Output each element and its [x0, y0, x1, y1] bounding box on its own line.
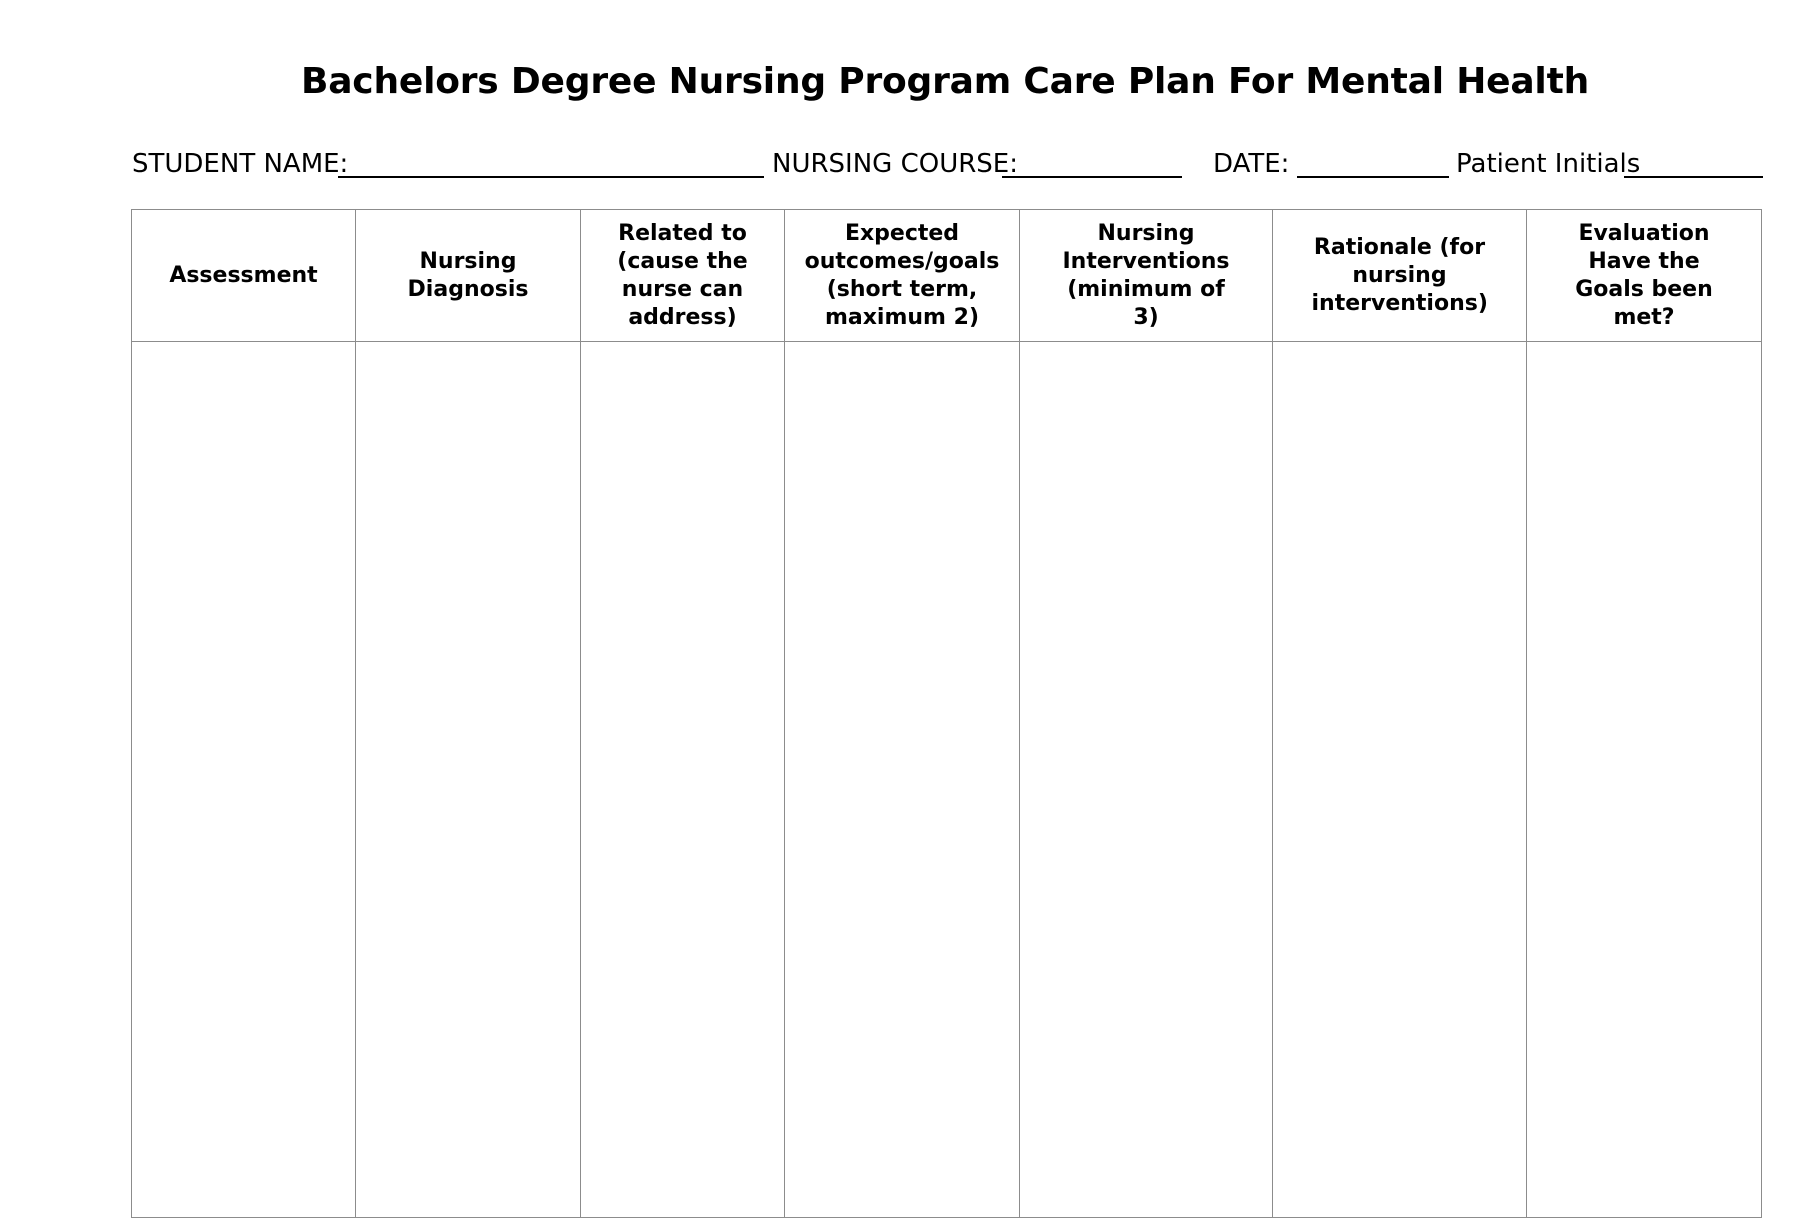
header-rationale: Rationale (for nursing interventions) [1273, 210, 1527, 342]
student-info-line [132, 147, 1762, 181]
page-title: Bachelors Degree Nursing Program Care Plan For Mental Health [300, 61, 1590, 102]
student-name-label: STUDENT NAME: [132, 149, 349, 179]
header-nursing-diagnosis: Nursing Diagnosis [356, 210, 581, 342]
nursing-diagnosis-cell[interactable] [356, 342, 581, 1218]
table-row [132, 342, 1762, 1218]
care-plan-table [131, 209, 1762, 1218]
header-evaluation: Evaluation Have the Goals been met? [1527, 210, 1762, 342]
patient-initials-label: Patient Initials [1456, 149, 1641, 179]
student-name-field[interactable] [338, 176, 764, 178]
header-related-to: Related to (cause the nurse can address) [581, 210, 785, 342]
related-to-cell[interactable] [581, 342, 785, 1218]
header-nursing-interventions: Nursing Interventions (minimum of 3) [1020, 210, 1273, 342]
header-assessment: Assessment [132, 210, 356, 342]
header-row [132, 210, 1762, 342]
evaluation-cell[interactable] [1527, 342, 1762, 1218]
nursing-course-field[interactable] [1002, 176, 1182, 178]
date-label: DATE: [1213, 149, 1290, 179]
patient-initials-field[interactable] [1624, 176, 1763, 178]
header-expected-outcomes: Expected outcomes/goals (short term, maximum 2) [785, 210, 1020, 342]
assessment-cell[interactable] [132, 342, 356, 1218]
nursing-course-label: NURSING COURSE: [772, 149, 1018, 179]
expected-outcomes-cell[interactable] [785, 342, 1020, 1218]
date-field[interactable] [1297, 176, 1449, 178]
nursing-interventions-cell[interactable] [1020, 342, 1273, 1218]
rationale-cell[interactable] [1273, 342, 1527, 1218]
